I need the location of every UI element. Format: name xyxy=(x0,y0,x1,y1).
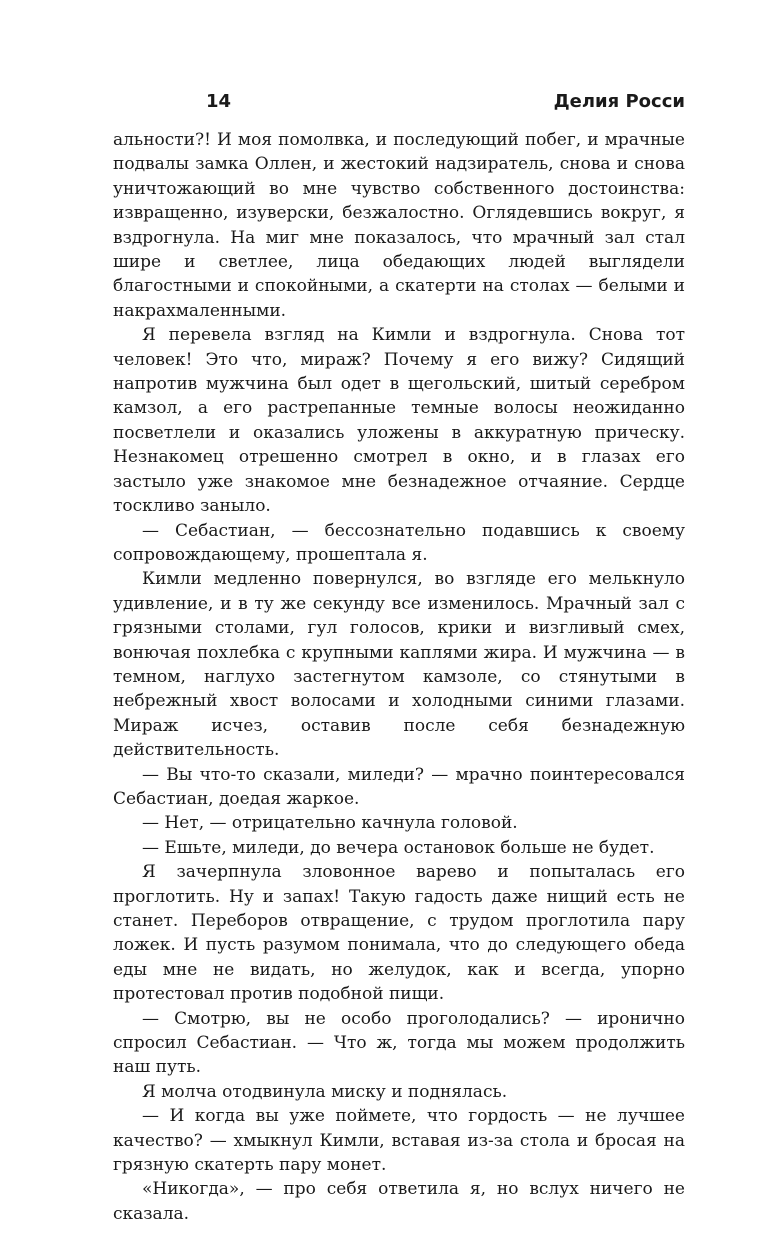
book-page xyxy=(113,84,685,1226)
paragraph: Кимли медленно повернулся, во взгляде его мелькнуло удивление, и в ту же секунду все изменилось. Мрачный зал с грязными столами, гул голосов, крики и визгливый смех, вонючая похлебка с крупными каплями жира. И мужчина — в темном, наглухо застегнутом камзоле, со стянутыми в небрежный хвост волосами и холодными синими глазами. Мираж исчез, оставив после себя безнадежную действительность. xyxy=(113,569,685,761)
paragraph: — Нет, — отрицательно качнула головой. xyxy=(142,813,518,834)
paragraph: Я перевела взгляд на Кимли и вздрогнула. Снова тот человек! Это что, мираж? Почему я его вижу? Сидящий напротив мужчина был одет в щегольский, шитый серебром камзол, а его растрепанные темные волосы неожиданно посветлели и оказались уложены в аккуратную прическу. Незнакомец отрешенно смотрел в окно, и в глазах его застыло уже знакомое мне безнадежное отчаяние. Сердце тоскливо заныло. xyxy=(113,325,685,517)
paragraph: альности?! И моя помолвка, и последующий побег, и мрачные подвалы замка Оллен, и жестокий надзиратель, снова и снова уничтожающий во мне чувство собственного достоинства: извращенно, изуверски, безжалостно. Оглядевшись вокруг, я вздрогнула. На миг мне показалось, что мрачный зал стал шире и светлее, лица обедающих людей выглядели благостными и спокойными, а скатерти на столах — белыми и накрахмаленными. xyxy=(113,130,685,321)
paragraph: «Никогда», — про себя ответила я, но вслух ничего не сказала. xyxy=(113,1179,685,1224)
paragraph: — Ешьте, миледи, до вечера остановок больше не будет. xyxy=(142,837,655,858)
paragraph: — Вы что-то сказали, миледи? — мрачно поинтересовался Себастиан, доедая жаркое. xyxy=(113,764,685,809)
paragraph: — Себастиан, — бессознательно подавшись к своему сопровождающему, прошептала я. xyxy=(113,520,685,565)
paragraph: — И когда вы уже поймете, что гордость — не лучшее качество? — хмыкнул Кимли, вставая из-за стола и бросая на грязную скатерть пару монет. xyxy=(113,1106,685,1176)
body-text xyxy=(113,128,685,1226)
running-title: Делия Росси xyxy=(553,91,685,112)
paragraph: Я зачерпнула зловонное варево и попыталась его проглотить. Ну и запах! Такую гадость даже нищий есть не станет. Переборов отвращение, с трудом проглотила пару ложек. И пусть разумом понимала, что до следующего обеда еды мне не видать, но желудок, как и всегда, упорно протестовал против подобной пищи. xyxy=(113,862,685,1005)
page-header xyxy=(113,84,685,120)
page-number: 14 xyxy=(206,91,232,112)
paragraph: — Смотрю, вы не особо проголодались? — иронично спросил Себастиан. — Что ж, тогда мы можем продолжить наш путь. xyxy=(113,1008,685,1078)
paragraph: Я молча отодвинула миску и поднялась. xyxy=(142,1081,508,1102)
